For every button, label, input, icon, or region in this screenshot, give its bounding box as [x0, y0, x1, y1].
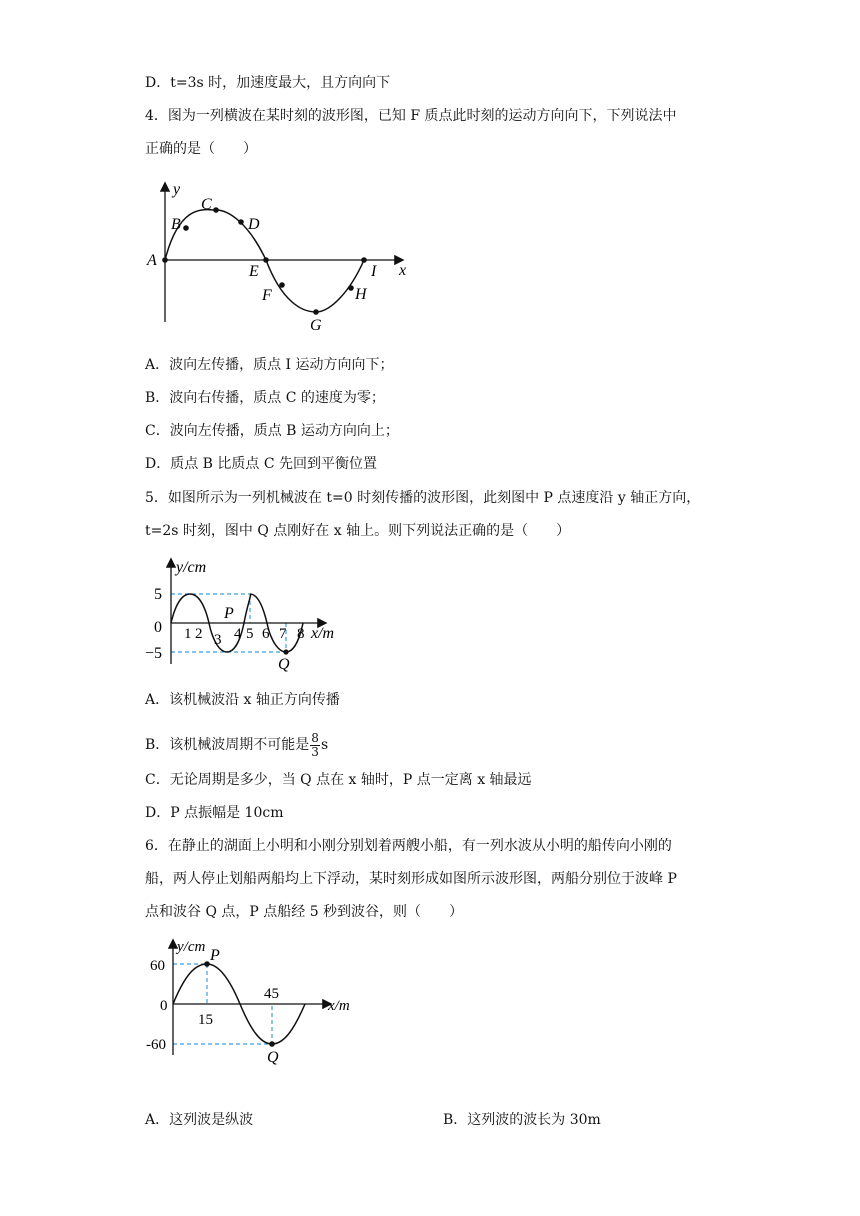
q5-ytick-0: 0: [154, 619, 162, 636]
q4-dot-D: [238, 219, 244, 225]
q4-label-E: E: [249, 263, 259, 280]
q5-xtick-2: 2: [195, 626, 203, 642]
q6-wave-figure: [140, 935, 370, 1070]
q4-label-F: F: [262, 287, 272, 304]
q4-dot-A: [162, 257, 168, 263]
q4-wave-figure: [140, 172, 420, 342]
q6-label-Q: Q: [267, 1049, 279, 1066]
q6-xtick-45: 45: [264, 986, 279, 1002]
q4-dot-B: [183, 225, 189, 231]
q5-xtick-4: 4: [234, 626, 242, 642]
q6-option-a: A．这列波是纵波: [145, 1112, 254, 1128]
q6-label-P: P: [210, 947, 220, 964]
q5-option-b-prefix: B．该机械波周期不可能是: [145, 737, 310, 753]
q6-stem-line1: 6．在静止的湖面上小明和小刚分别划着两艘小船，有一列水波从小明的船传向小刚的: [145, 838, 672, 854]
q4-label-y: y: [173, 181, 181, 198]
q6-stem-line3: 点和波谷 Q 点，P 点船经 5 秒到波谷，则（ ）: [145, 904, 464, 920]
q4-option-c: C．波向左传播，质点 B 运动方向向上；: [145, 423, 399, 439]
q4-option-a: A．波向左传播，质点 I 运动方向向下；: [145, 357, 394, 373]
q5-dot-Q: [283, 649, 288, 654]
q5-stem-line1: 5．如图所示为一列机械波在 t=0 时刻传播的波形图，此刻图中 P 点速度沿 y 轴正方向，: [145, 490, 701, 506]
q4-label-C: C: [201, 196, 212, 213]
q6-dot-P: [204, 961, 210, 967]
q5-xlabel: x/m: [311, 625, 335, 642]
q5-option-a: A．该机械波沿 x 轴正方向传播: [145, 692, 340, 708]
q4-label-A: A: [147, 252, 157, 269]
q4-dot-H: [348, 285, 354, 291]
q5-ylabel: y/cm: [176, 559, 207, 576]
q4-option-b: B．波向右传播，质点 C 的速度为零；: [145, 390, 385, 406]
q4-label-G: G: [310, 317, 322, 334]
q5-option-b-fraction: [310, 732, 320, 759]
q4-dot-E: [263, 257, 269, 263]
q5-option-b-unit: s: [320, 737, 329, 753]
q6-ylabel: y/cm: [177, 939, 206, 955]
q6-option-b: B．这列波的波长为 30m: [443, 1112, 601, 1128]
q4-dot-C: [213, 207, 219, 213]
q5-xtick-7: 7: [279, 626, 287, 642]
q4-label-x: x: [399, 262, 407, 279]
q4-label-H: H: [355, 286, 367, 303]
q4-dot-G: [313, 309, 319, 315]
q5-label-Q: Q: [278, 656, 290, 673]
q5-option-c: C．无论周期是多少，当 Q 点在 x 轴时，P 点一定离 x 轴最远: [145, 772, 532, 788]
q5-option-b-den: 3: [311, 744, 319, 759]
q5-wave-figure: [140, 552, 370, 677]
q6-ytick-neg60: -60: [146, 1037, 166, 1053]
q5-xtick-5: 5: [246, 626, 254, 642]
q5-stem-line2: t=2s 时刻，图中 Q 点刚好在 x 轴上。则下列说法正确的是（ ）: [145, 523, 571, 539]
q4-label-I: I: [371, 263, 377, 280]
q4-label-D: D: [248, 216, 260, 233]
q5-xtick-1: 1: [184, 626, 192, 642]
q6-xtick-15: 15: [198, 1012, 213, 1028]
q5-xtick-3: 3: [214, 632, 222, 648]
q4-option-d: D．质点 B 比质点 C 先回到平衡位置: [145, 456, 378, 472]
q5-label-P: P: [224, 605, 234, 622]
q5-xtick-6: 6: [262, 626, 270, 642]
q4-dot-F: [279, 282, 285, 288]
q6-xlabel: x/m: [328, 998, 350, 1014]
q5-option-d: D．P 点振幅是 10cm: [145, 805, 284, 821]
q5-ytick-neg5: −5: [145, 645, 163, 662]
q4-label-B: B: [171, 216, 181, 233]
q5-xtick-8: 8: [297, 626, 305, 642]
q5-ytick-5: 5: [154, 586, 162, 603]
q4-stem-line2: 正确的是（ ）: [145, 141, 257, 157]
q6-dot-Q: [269, 1041, 275, 1047]
q6-ytick-0: 0: [160, 998, 168, 1014]
q3-option-d: D．t=3s 时，加速度最大，且方向向下: [145, 75, 391, 91]
q4-stem-line1: 4．图为一列横波在某时刻的波形图，已知 F 质点此时刻的运动方向向下，下列说法中: [145, 108, 677, 124]
q5-option-b: [145, 727, 328, 763]
q4-dot-I: [361, 257, 367, 263]
q6-stem-line2: 船，两人停止划船两船均上下浮动，某时刻形成如图所示波形图，两船分别位于波峰 P: [145, 871, 677, 887]
q5-option-b-num: 8: [311, 730, 319, 745]
q6-ytick-60: 60: [150, 958, 165, 974]
